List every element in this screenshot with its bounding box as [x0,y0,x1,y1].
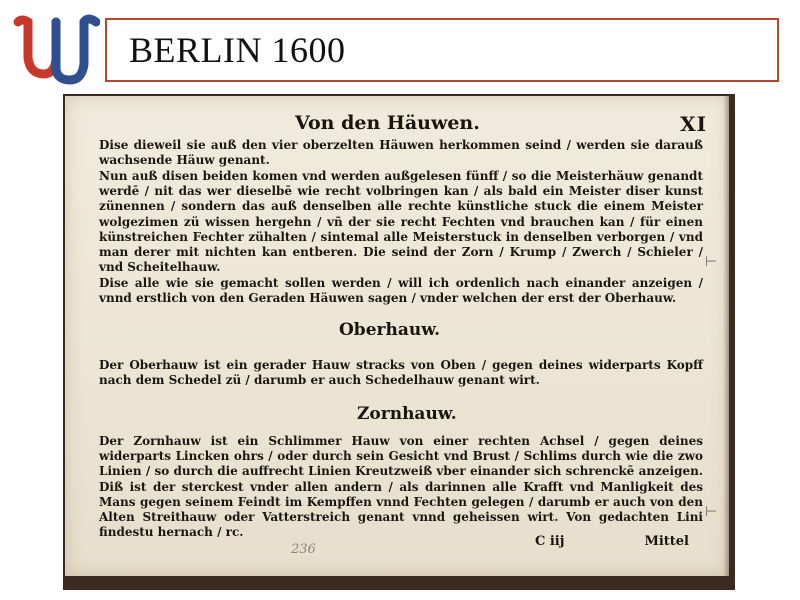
intro-paragraph: Dise dieweil sie auß den vier oberzelten Häuwen herkommen seind / werden sie darauß wachsende Häuw genant. [99,138,703,168]
running-head: Von den Häuwen. [295,112,480,134]
oberhauw-paragraph: Der Oberhauw ist ein gerader Hauw stracks von Oben / gegen deines widerparts Kopff nach dem Schedel zü / darumb er auch Schedelhauw genant wirt. [99,358,703,388]
straight-strikes-paragraph: Dise alle wie sie gemacht sollen werden / will ich ordenlich nach einander anzeigen / vnnd erstlich von den Geraden Häuwen sagen / vnder welchen der erst der Oberhauw. [99,276,703,306]
title-box [105,18,779,82]
folio-number: XI [680,112,707,136]
margin-mark: ⊢ [705,254,718,270]
logo-icon [12,14,100,86]
masterstrikes-paragraph: Nun auß disen beiden komen vnd werden außgelesen fünff / so die Meisterhäuw genandt werdē / nit das wer dieselbē wie recht volbringen kan / als bald ein Meister diser kunst zünennen / sondern das auß denselben alle rechte künstliche stuck die einem Meister wolgezimen zü wissen hergehn / vñ der sie recht Fechten vnd brauchen kan / für einen künstreichen Fechter zühalten / sintemal alle Meisterstuck in denselben verborgen / vnd man derer mit nichten kan entberen. Die seind der Zorn / Krump / Zwerch / Schieler / vnd Scheitelhauw. [99,169,703,275]
signature-mark: C iij [535,534,565,549]
book-page [65,96,729,576]
pencil-page-number: 236 [291,542,316,557]
book-page-photo [63,94,735,590]
page-title: BERLIN 1600 [129,30,346,70]
catchword: Mittel [644,534,689,549]
heading-oberhauw: Oberhauw. [339,320,441,340]
margin-mark: ⊢ [705,504,718,520]
heading-zornhauw: Zornhauw. [357,404,457,424]
zornhauw-paragraph: Der Zornhauw ist ein Schlimmer Hauw von einer rechten Achsel / gegen deines widerparts Lincken ohrs / oder durch sein Gesicht vnd Brust / Schlims durch wie die zwo Linien / so durch die auffrecht Linien Kreutzweiß vber einander sich schrenckē anzeigen. Diß ist der sterckest vnder allen andern / als darinnen alle Krafft vnd Manligkeit des Mans gegen seinem Feindt im Kempffen vnnd Fechten gelegen / darumb er auch von den Alten Streithauw oder Vatterstreich genant vnnd geheissen wirt. Von gedachten Lini findestu hernach / rc. [99,434,703,540]
